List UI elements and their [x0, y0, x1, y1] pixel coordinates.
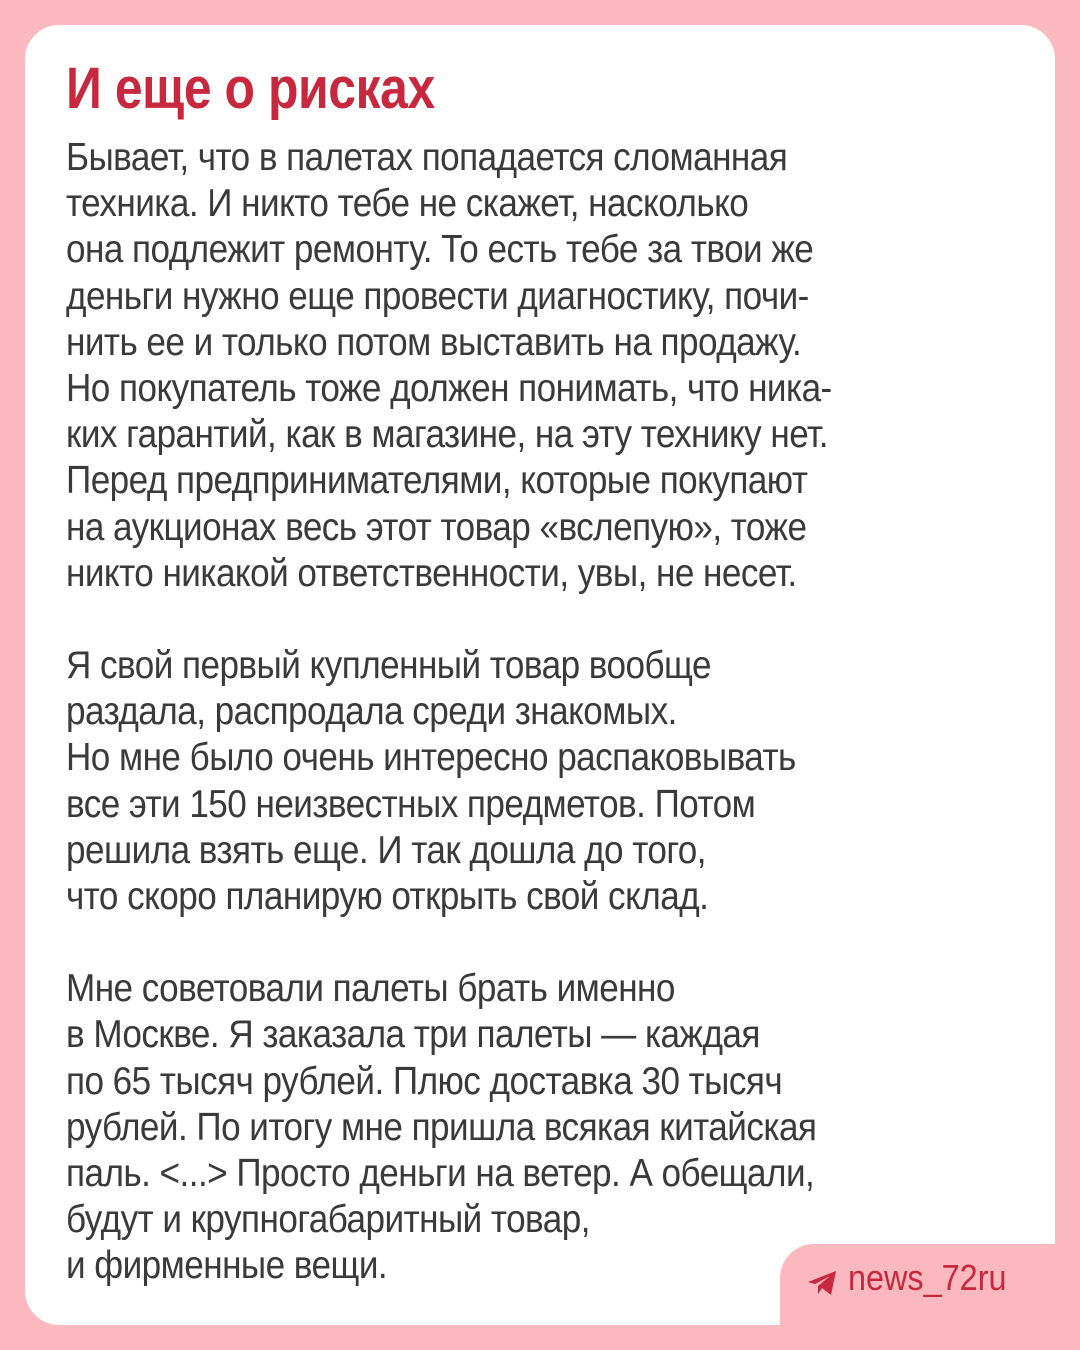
- text-line: Бывает, что в палетах попадается сломанная: [66, 136, 788, 179]
- telegram-icon: [806, 1264, 838, 1292]
- text-line: она подлежит ремонту. То есть тебе за твои же: [66, 228, 814, 272]
- text-line: что скоро планирую открыть свой склад.: [66, 875, 709, 919]
- text-line: ких гарантий, как в магазине, на эту технику нет.: [66, 413, 828, 457]
- paragraph-1: [66, 135, 1046, 597]
- text-line: Я свой первый купленный товар вообще: [66, 644, 711, 688]
- text-line: никто никакой ответственности, увы, не несет.: [66, 551, 797, 595]
- text-line: в Москве. Я заказала три палеты — каждая: [66, 1013, 760, 1057]
- text-line: Но мне было очень интересно распаковывать: [66, 736, 796, 780]
- text-line: техника. И никто тебе не скажет, насколько: [66, 182, 749, 226]
- text-line: на аукционах весь этот товар «вслепую», тоже: [66, 505, 807, 549]
- text-line: нить ее и только потом выставить на продажу.: [66, 320, 802, 364]
- text-line: по 65 тысяч рублей. Плюс доставка 30 тысяч: [66, 1059, 783, 1103]
- text-line: Но покупатель тоже должен понимать, что ника-: [66, 367, 832, 411]
- text-line: и фирменные вещи.: [66, 1244, 388, 1288]
- text-line: будут и крупногабаритный товар,: [66, 1198, 590, 1242]
- article-body: [66, 135, 1046, 1336]
- text-line: Мне советовали палеты брать именно: [66, 967, 675, 1011]
- text-line: деньги нужно еще провести диагностику, почи-: [66, 274, 809, 318]
- text-line: паль. <...> Просто деньги на ветер. А обещали,: [66, 1152, 815, 1196]
- text-line: рублей. По итогу мне пришла всякая китайская: [66, 1105, 817, 1149]
- page-title: И еще о рисках: [66, 56, 435, 121]
- text-line: Перед предпринимателями, которые покупают: [66, 459, 808, 503]
- telegram-channel-link[interactable]: [806, 1257, 1024, 1299]
- text-line: решила взять еще. И так дошла до того,: [66, 828, 707, 872]
- paragraph-3: [66, 966, 1046, 1289]
- text-line: раздала, распродала среди знакомых.: [66, 690, 677, 734]
- text-line: все эти 150 неизвестных предметов. Потом: [66, 782, 756, 826]
- paragraph-2: [66, 643, 1046, 920]
- channel-name: news_72ru: [848, 1257, 1007, 1298]
